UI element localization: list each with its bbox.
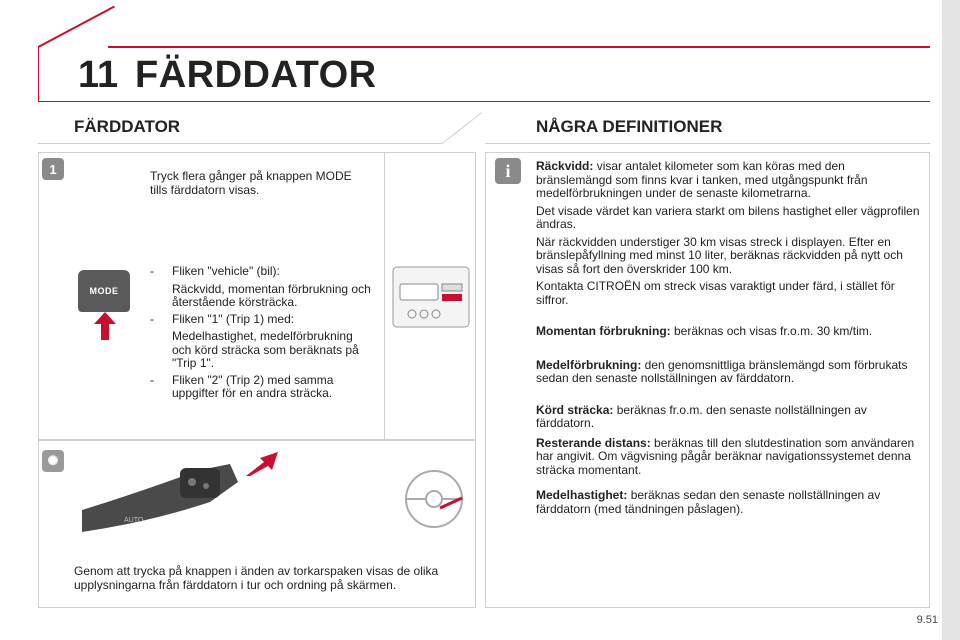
step2-text: Genom att trycka på knappen i änden av torkarspaken visas de olika upplysningarna från färddatorn i tur och ordning på skärmen. — [74, 564, 439, 592]
tab-item — [150, 313, 375, 327]
side-strip — [942, 0, 960, 640]
def-term: Medelförbrukning: — [536, 357, 642, 372]
info-icon: i — [495, 158, 521, 184]
def-speed — [536, 489, 920, 516]
def-range — [536, 160, 920, 201]
def-text: den genomsnittliga bränslemängd som förbrukats sedan den senaste nollställningen av färddatorn. — [536, 357, 908, 385]
left-section-title: FÄRDDATOR — [74, 117, 181, 136]
tab-item — [150, 265, 375, 279]
step1-intro: Tryck flera gånger på knappen MODE tills färddatorn visas. — [150, 169, 352, 197]
dashboard-display-icon — [392, 266, 470, 328]
tab-item-head: Fliken "1" (Trip 1) med: — [172, 311, 295, 326]
def-range-p2: Det visade värdet kan variera starkt om bilens hastighet eller vägprofilen ändras. — [536, 203, 920, 231]
definitions-list — [536, 160, 920, 520]
def-term: Körd sträcka: — [536, 402, 614, 417]
def-remain — [536, 437, 920, 478]
def-text: beräknas sedan den senaste nollställningen av färddatorn (med tändningen påslagen). — [536, 488, 881, 516]
chapter-header-diagonal — [38, 6, 115, 48]
page-number: 9.51 — [916, 614, 938, 626]
def-text: beräknas fr.o.m. den senaste nollställningen av färddatorn. — [536, 402, 867, 430]
step1-divider — [384, 152, 385, 440]
tab-list — [150, 265, 375, 401]
tab-item — [150, 374, 375, 401]
chapter-number: 11 — [78, 54, 119, 96]
arrow-pointer-icon — [246, 452, 278, 476]
stalk-auto-label: AUTO — [124, 517, 144, 524]
def-avg — [536, 359, 920, 386]
tab-item-sub: Räckvidd, momentan förbrukning och återstående körsträcka. — [172, 281, 371, 309]
mode-button-illustration — [78, 270, 130, 312]
tab-item-sub: Medelhastighet, medelförbrukning och körd sträcka som beräknats på "Trip 1". — [172, 329, 359, 370]
chapter-title: FÄRDDATOR — [135, 54, 377, 96]
def-dist — [536, 404, 920, 431]
right-section-title: NÅGRA DEFINITIONER — [536, 117, 723, 136]
mode-label: MODE — [89, 286, 119, 296]
def-range-p3: När räckvidden understiger 30 km visas streck i displayen. Efter en bränslepåfyllning med minst 10 liter, beräknas räckvidden på nytt och visas så fort den överskrider 100 km. — [536, 234, 903, 276]
def-term: Momentan förbrukning: — [536, 324, 671, 338]
def-range-p4: Kontakta CITROËN om streck visas varaktigt under färd, i stället för siffror. — [536, 279, 895, 307]
left-title-diagonal — [442, 112, 482, 144]
left-title-underline — [38, 143, 443, 144]
def-text: beräknas och visas fr.o.m. 30 km/tim. — [674, 324, 873, 338]
light-icon: ✺ — [42, 450, 64, 472]
tab-item-head: Fliken "vehicle" (bil): — [172, 264, 280, 278]
right-title-underline — [485, 143, 930, 144]
step-badge-1: 1 — [42, 158, 64, 180]
arrow-up-icon — [94, 312, 116, 340]
def-text: beräknas till den slutdestination som användaren har angivit. Om vägvisning pågår beräknar navigationssystemet denna sträcka momentant. — [536, 435, 915, 477]
chapter-header-line — [108, 46, 930, 48]
def-instant — [536, 325, 920, 339]
def-text: visar antalet kilometer som kan köras med den bränslemängd som finns kvar i tanken, med utgångspunkt från medelförbrukningen under de senaste kilometrarna. — [536, 159, 868, 200]
def-term: Medelhastighet: — [536, 488, 628, 502]
def-term: Resterande distans: — [536, 435, 651, 450]
wiper-stalk-illustration — [80, 462, 240, 532]
def-term: Räckvidd: — [536, 159, 594, 173]
tab-item-head: Fliken "2" (Trip 2) med samma uppgifter för en andra sträcka. — [172, 372, 334, 400]
steering-wheel-icon — [400, 468, 468, 530]
